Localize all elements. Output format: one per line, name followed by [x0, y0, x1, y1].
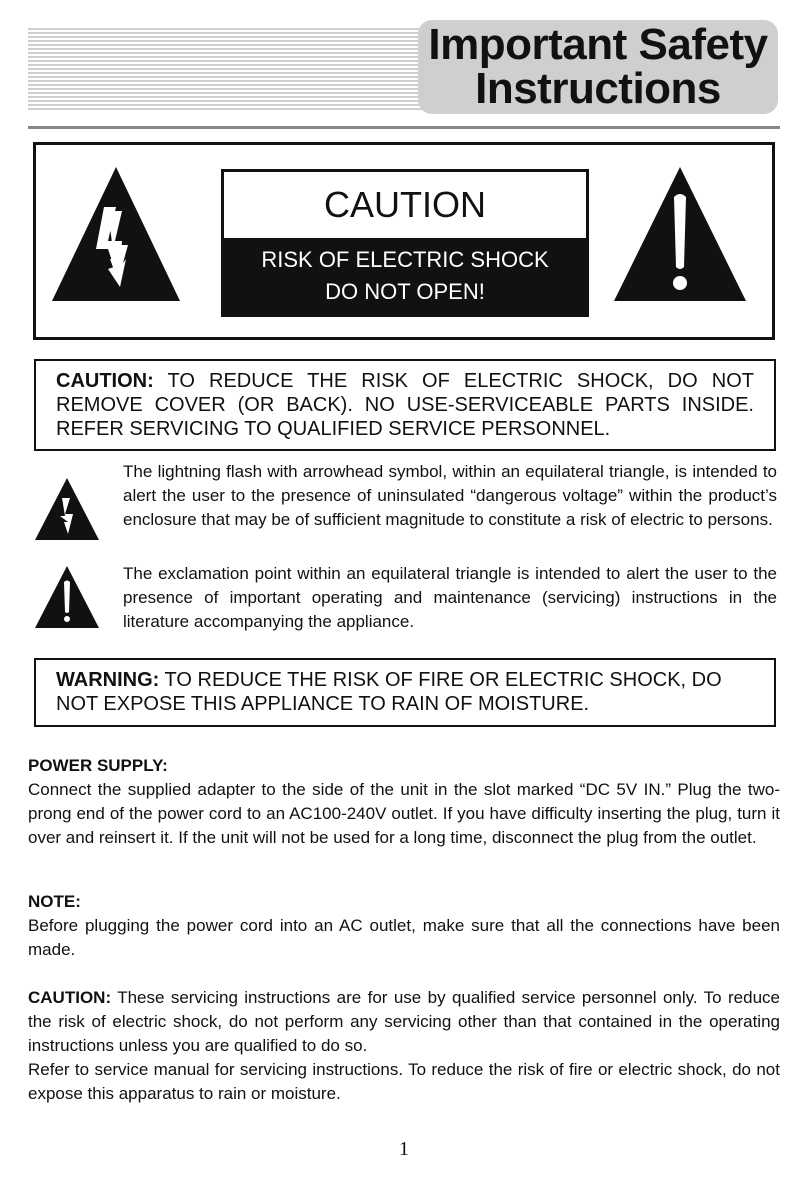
small-exclamation-triangle-icon [34, 564, 100, 630]
title-line-1: Important Safety [428, 20, 768, 69]
caution-sticker-warning [224, 238, 586, 314]
caution-paragraph-1 [28, 986, 780, 1058]
power-supply-text: Connect the supplied adapter to the side of the unit in the slot marked “DC 5V IN.” Plug the two-prong end of the power cord to an AC100-240V outlet. If you have difficulty inserting the plug, turn it over and reinsert it. If the unit will not be used for a long time, disconnect the plug from the outlet. [28, 780, 780, 847]
warning-notice [34, 658, 776, 727]
caution-label-panel [33, 142, 775, 340]
caution-notice [34, 359, 776, 451]
caution-lead: CAUTION: [28, 988, 112, 1007]
exclamation-symbol-text: The exclamation point within an equilateral triangle is intended to alert the user to the presence of important operating and maintenance (servicing) instructions in the literature accompanying the appliance. [123, 564, 777, 631]
warning-notice-lead: WARNING: [56, 669, 160, 691]
warning-notice-text: TO REDUCE THE RISK OF FIRE OR ELECTRIC SHOCK, DO NOT EXPOSE THIS APPLIANCE TO RAIN OF MOISTURE. [56, 669, 722, 715]
caution-text-1: These servicing instructions are for use by qualified service personnel only. To reduce the risk of electric shock, do not perform any servicing other than that contained in the operating instructions unless you are qualified to do so. [28, 988, 780, 1055]
exclamation-triangle-icon [612, 163, 748, 305]
power-supply-section [28, 754, 780, 850]
page-number: 1 [399, 1138, 409, 1160]
power-supply-heading: POWER SUPPLY: [28, 756, 168, 775]
note-heading: NOTE: [28, 892, 81, 911]
small-lightning-triangle-icon [34, 476, 100, 542]
caution-notice-lead: CAUTION: [56, 370, 154, 392]
caution-sticker [221, 169, 589, 317]
caution-sticker-line-1: RISK OF ELECTRIC SHOCK [261, 247, 549, 272]
header-stripes [28, 28, 428, 110]
page-title [418, 20, 778, 114]
note-section [28, 890, 780, 962]
header-divider [28, 126, 780, 129]
lightning-symbol-text: The lightning flash with arrowhead symbol, within an equilateral triangle, is intended to alert the user to the presence of uninsulated “dangerous voltage” within the product’s enclosure that may be of sufficient magnitude to constitute a risk of electric to persons. [123, 462, 777, 529]
caution-sticker-title: CAUTION [324, 184, 486, 225]
caution-notice-text: TO REDUCE THE RISK OF ELECTRIC SHOCK, DO NOT REMOVE COVER (OR BACK). NO USE-SERVICEABLE PARTS INSIDE. REFER SERVICING TO QUALIFIED SERVICE PERSONNEL. [56, 370, 754, 440]
caution-section [28, 986, 780, 1106]
title-line-2: Instructions [475, 64, 721, 113]
caution-sticker-line-2: DO NOT OPEN! [325, 279, 485, 304]
lightning-triangle-icon [50, 163, 182, 305]
note-text: Before plugging the power cord into an AC outlet, make sure that all the connections have been made. [28, 916, 780, 959]
caution-text-2: Refer to service manual for servicing instructions. To reduce the risk of fire or electric shock, do not expose this apparatus to rain or moisture. [28, 1060, 780, 1103]
